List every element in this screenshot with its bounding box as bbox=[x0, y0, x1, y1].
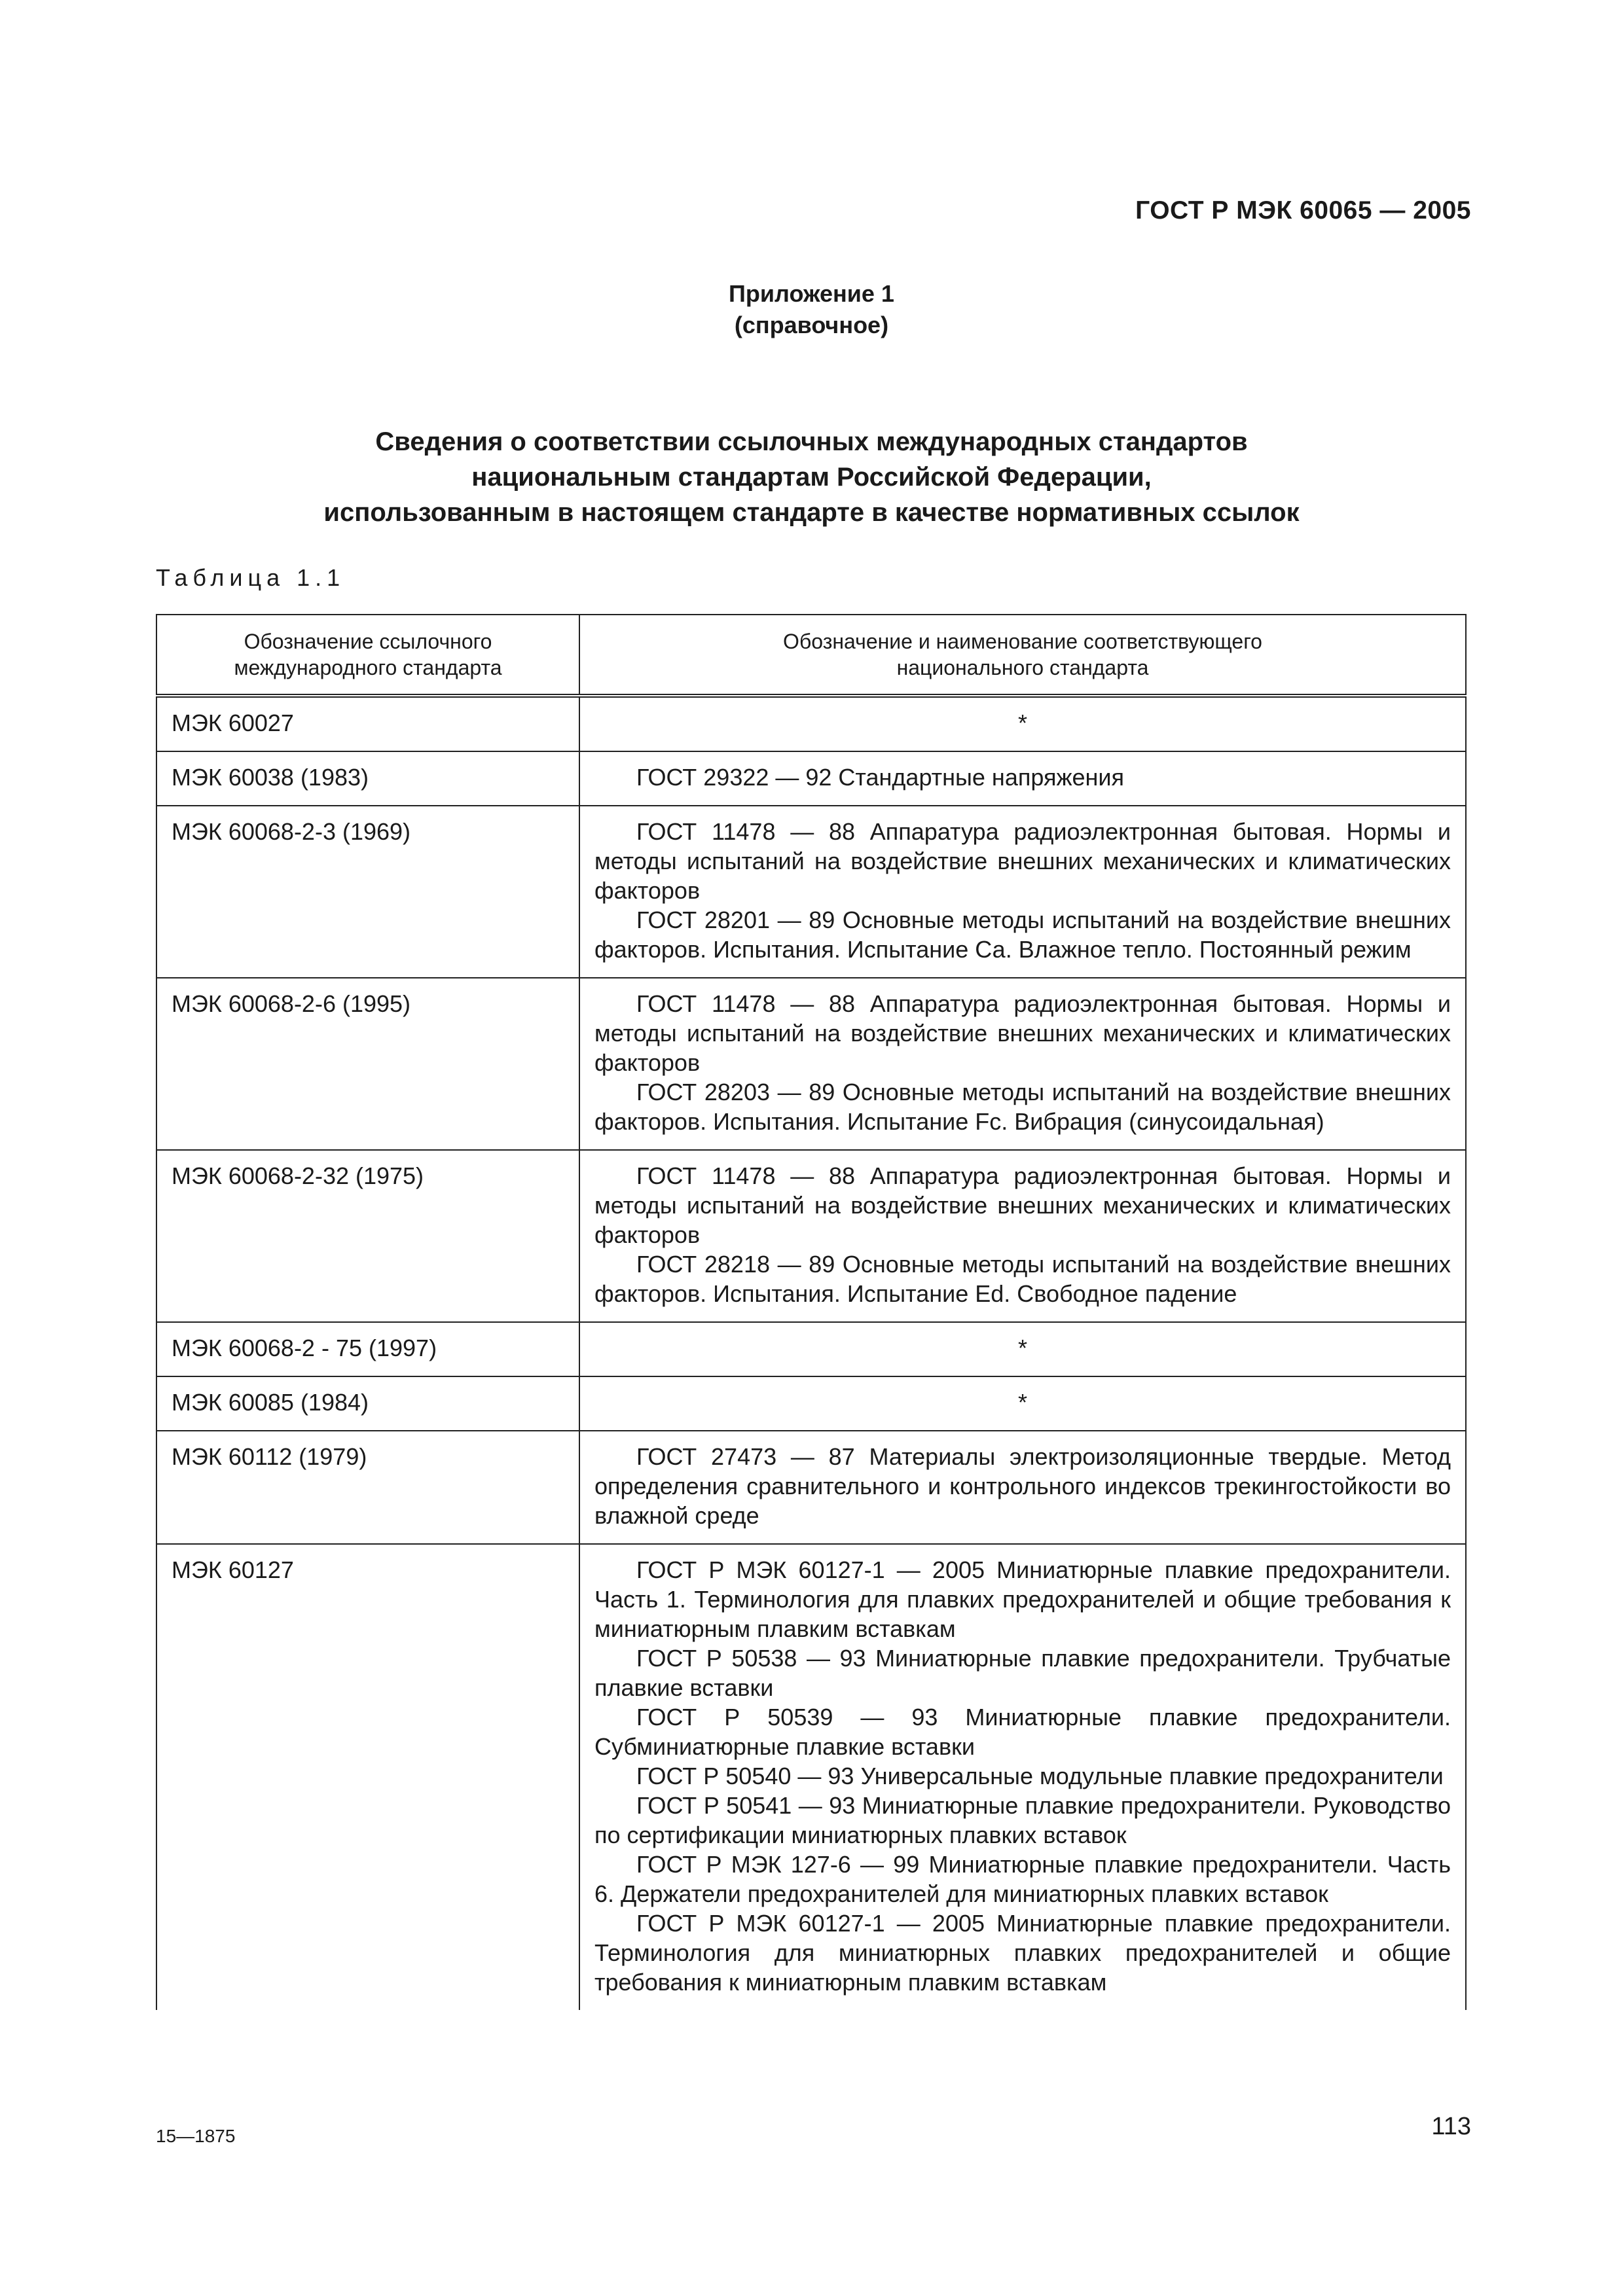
reference-table bbox=[156, 614, 1467, 2010]
table-row bbox=[156, 978, 1466, 1150]
header-national-line-1: Обозначение и наименование соответствующего bbox=[783, 630, 1262, 653]
table-caption: Таблица 1.1 bbox=[156, 564, 346, 591]
national-standard-cell bbox=[579, 751, 1466, 806]
national-standard-entry: ГОСТ Р 50539 — 93 Миниатюрные плавкие предохранители. Субминиатюрные плавкие вставки bbox=[594, 1704, 1451, 1760]
table-row bbox=[156, 806, 1466, 978]
table-row bbox=[156, 1150, 1466, 1322]
header-intl-line-2: международного стандарта bbox=[234, 656, 502, 679]
national-standard-entry: ГОСТ 29322 — 92 Стандартные напряжения bbox=[636, 764, 1125, 791]
header-intl-line-1: Обозначение ссылочного bbox=[244, 630, 492, 653]
national-standard-cell bbox=[579, 1431, 1466, 1544]
title-line-3: использованным в настоящем стандарте в качестве нормативных ссылок bbox=[323, 498, 1300, 527]
national-standard-cell: * bbox=[579, 1322, 1466, 1376]
national-standard-entry: ГОСТ 28203 — 89 Основные методы испытаний на воздействие внешних факторов. Испытания. Испытание Fc. Вибрация (синусоидальная) bbox=[594, 1079, 1451, 1135]
national-standard-entry: ГОСТ 11478 — 88 Аппаратура радиоэлектронная бытовая. Нормы и методы испытаний на воздействие внешних механических и климатических факторов bbox=[594, 990, 1451, 1076]
appendix-label: Приложение 1 bbox=[729, 280, 894, 307]
national-standard-entry: ГОСТ 11478 — 88 Аппаратура радиоэлектронная бытовая. Нормы и методы испытаний на воздействие внешних механических и климатических факторов bbox=[594, 818, 1451, 904]
intl-standard-cell: МЭК 60068-2 - 75 (1997) bbox=[156, 1322, 579, 1376]
intl-standard-cell: МЭК 60068-2-6 (1995) bbox=[156, 978, 579, 1150]
national-standard-cell bbox=[579, 806, 1466, 978]
table-row bbox=[156, 696, 1466, 751]
intl-standard-cell: МЭК 60027 bbox=[156, 696, 579, 751]
intl-standard-cell: МЭК 60068-2-32 (1975) bbox=[156, 1150, 579, 1322]
appendix-heading bbox=[0, 278, 1623, 341]
page-number: 113 bbox=[1431, 2113, 1471, 2140]
table-row bbox=[156, 751, 1466, 806]
national-standard-cell: * bbox=[579, 696, 1466, 751]
title-line-1: Сведения о соответствии ссылочных международных стандартов bbox=[375, 427, 1248, 456]
national-standard-cell bbox=[579, 978, 1466, 1150]
intl-standard-cell: МЭК 60038 (1983) bbox=[156, 751, 579, 806]
national-standard-entry: ГОСТ Р МЭК 60127-1 — 2005 Миниатюрные плавкие предохранители. Часть 1. Терминология для плавких предохранителей и общие требования к миниатюрным плавким вставкам bbox=[594, 1556, 1451, 1642]
table-row bbox=[156, 1431, 1466, 1544]
national-standard-entry: ГОСТ Р МЭК 60127-1 — 2005 Миниатюрные плавкие предохранители. Терминология для миниатюрных плавких предохранителей и общие требования к миниатюрным плавким вставкам bbox=[594, 1910, 1451, 1996]
table-row bbox=[156, 1322, 1466, 1376]
document-code: ГОСТ Р МЭК 60065 — 2005 bbox=[1135, 196, 1471, 224]
header-national-standard bbox=[579, 615, 1466, 696]
table-body bbox=[156, 696, 1466, 2010]
national-standard-entry: ГОСТ 11478 — 88 Аппаратура радиоэлектронная бытовая. Нормы и методы испытаний на воздействие внешних механических и климатических факторов bbox=[594, 1162, 1451, 1248]
appendix-type: (справочное) bbox=[734, 312, 889, 338]
table-header-row bbox=[156, 615, 1466, 696]
intl-standard-cell: МЭК 60127 bbox=[156, 1544, 579, 2010]
document-title bbox=[0, 424, 1623, 530]
title-line-2: национальным стандартам Российской Федерации, bbox=[471, 463, 1152, 492]
national-standard-entry: ГОСТ Р МЭК 127-6 — 99 Миниатюрные плавкие предохранители. Часть 6. Держатели предохранителей для миниатюрных плавких вставок bbox=[594, 1851, 1451, 1907]
intl-standard-cell: МЭК 60085 (1984) bbox=[156, 1376, 579, 1431]
national-standard-entry: ГОСТ Р 50538 — 93 Миниатюрные плавкие предохранители. Трубчатые плавкие вставки bbox=[594, 1645, 1451, 1701]
header-intl-standard bbox=[156, 615, 579, 696]
national-standard-entry: ГОСТ Р 50540 — 93 Универсальные модульные плавкие предохранители bbox=[636, 1763, 1444, 1789]
national-standard-entry: ГОСТ 28218 — 89 Основные методы испытаний на воздействие внешних факторов. Испытания. Испытание Ed. Свободное падение bbox=[594, 1251, 1451, 1307]
intl-standard-cell: МЭК 60112 (1979) bbox=[156, 1431, 579, 1544]
intl-standard-cell: МЭК 60068-2-3 (1969) bbox=[156, 806, 579, 978]
national-standard-cell: * bbox=[579, 1376, 1466, 1431]
table-row bbox=[156, 1376, 1466, 1431]
table-row bbox=[156, 1544, 1466, 2010]
print-code: 15—1875 bbox=[156, 2126, 236, 2146]
national-standard-cell bbox=[579, 1544, 1466, 2010]
national-standard-entry: ГОСТ Р 50541 — 93 Миниатюрные плавкие предохранители. Руководство по сертификации миниатюрных плавких вставок bbox=[594, 1792, 1451, 1848]
national-standard-entry: ГОСТ 28201 — 89 Основные методы испытаний на воздействие внешних факторов. Испытания. Испытание Са. Влажное тепло. Постоянный режим bbox=[594, 906, 1451, 963]
national-standard-cell bbox=[579, 1150, 1466, 1322]
national-standard-entry: ГОСТ 27473 — 87 Материалы электроизоляционные твердые. Метод определения сравнительного и контрольного индексов трекингостойкости во влажной среде bbox=[594, 1443, 1451, 1529]
header-national-line-2: национального стандарта bbox=[896, 656, 1149, 679]
